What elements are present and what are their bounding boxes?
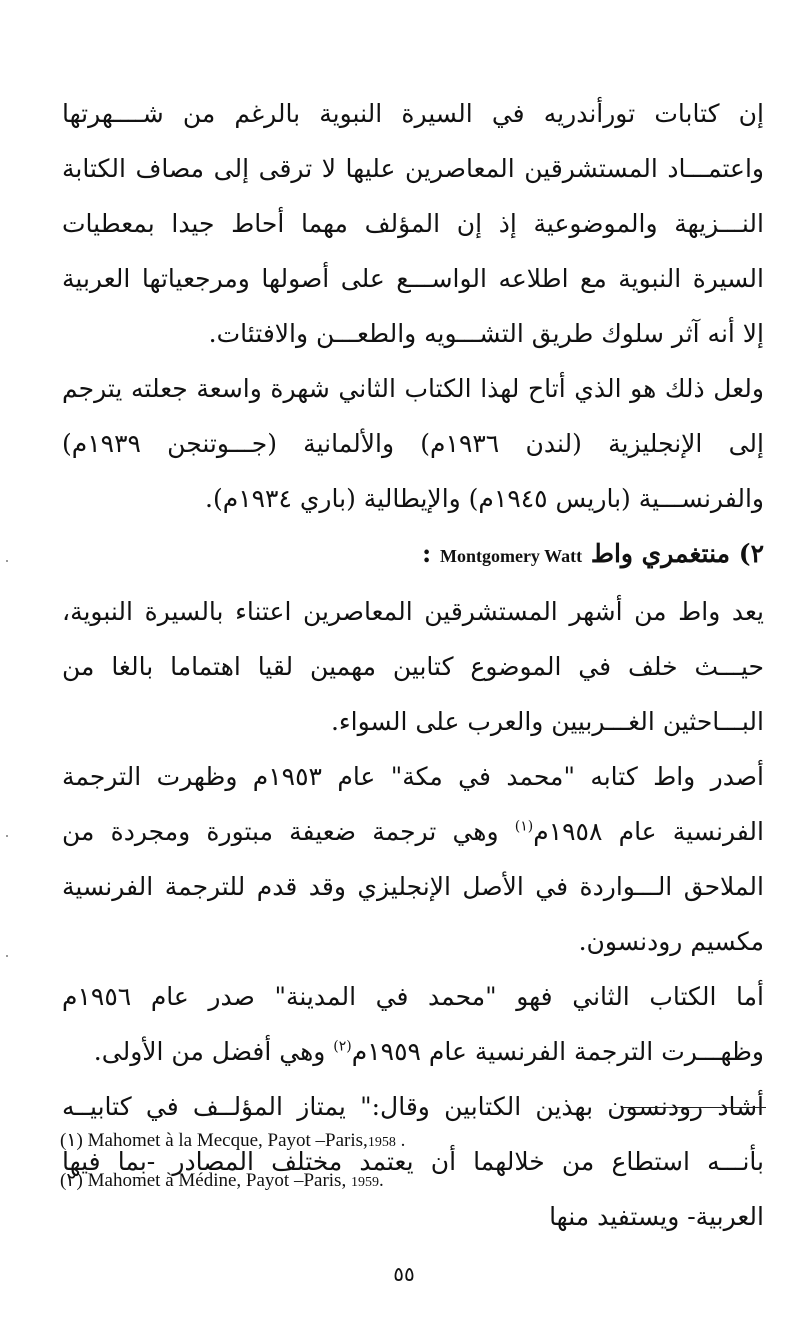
paragraph-4 <box>62 749 764 969</box>
margin-mark <box>6 955 8 957</box>
footnote-1-year: 1958 <box>367 1135 396 1150</box>
footnote-2-text: Mahomet à Médine, Payot –Paris, <box>82 1170 351 1191</box>
paragraph-5-start: أما الكتاب الثاني فهو "محمد في المدينة" صدر عام ١٩٥٦م وظهـــرت الترجمة الفرنسية عام ١٩٥٩م <box>62 982 764 1066</box>
paragraph-5-end: وهي أفضل من الأولى. <box>93 1037 334 1066</box>
paragraph-6: أشاد رودنسون بهذين الكتابين وقال:" يمتاز المؤلــف في كتابيــه بأنـــه استطاع من خلالهما أن يعتمد مختلف المصادر -بما فيها العربية- ويستفيد منها <box>62 1092 764 1231</box>
section-heading-arabic: ٢) منتغمري واط <box>590 539 764 568</box>
section-heading-colon: : <box>422 539 432 568</box>
footnote-separator <box>622 1107 766 1108</box>
footnote-2-year: 1959 <box>350 1175 379 1190</box>
section-heading <box>62 526 764 584</box>
margin-mark <box>6 835 8 837</box>
paragraph-3: يعد واط من أشهر المستشرقين المعاصرين اعتناء بالسيرة النبوية، حيـــث خلف في الموضوع كتابين مهمين لقيا اهتماما بالغا من البـــاحثين الغـــربيين والعرب على السواء. <box>62 597 764 736</box>
paragraph-1: إن كتابات تورأندريه في السيرة النبوية بالرغم من شــــهرتها واعتمـــاد المستشرقين المعاصرين عليها لا ترقى إلى مصاف الكتابة النـــزيهة والموضوعية إذ إن المؤلف مهما أحاط جيدا بمعطيات السيرة النبوية مع اطلاعه الواســـع على أصولها ومرجعياتها العربية إلا أنه آثر سلوك طريق التشـــويه والطعـــن والافتئات. <box>62 99 764 348</box>
page-number: ٥٥ <box>393 1262 415 1286</box>
footnote-1 <box>60 1122 760 1162</box>
footnote-1-end: . <box>395 1130 406 1151</box>
footnote-ref-2: (٢) <box>333 1038 352 1055</box>
footnotes <box>60 1122 760 1202</box>
body-text <box>62 86 764 1244</box>
paragraph-2: ولعل ذلك هو الذي أتاح لهذا الكتاب الثاني شهرة واسعة جعلته يترجم إلى الإنجليزية (لندن ١٩٣٦م) والألمانية (جـــوتنجن ١٩٣٩م) والفرنســـية (باريس ١٩٤٥م) والإيطالية (باري ١٩٣٤م). <box>62 374 764 513</box>
footnote-ref-1: (١) <box>514 818 534 835</box>
paragraph-4-start: أصدر واط كتابه "محمد في مكة" عام ١٩٥٣م وظهرت الترجمة الفرنسية عام ١٩٥٨م <box>62 762 764 846</box>
margin-mark <box>6 560 8 562</box>
footnote-2-end: . <box>378 1170 384 1191</box>
paragraph-4-end: وهي ترجمة ضعيفة مبتورة ومجردة من الملاحق الـــواردة في الأصل الإنجليزي وقد قدم للترجمة الفرنسية مكسيم رودنسون. <box>62 817 764 956</box>
footnote-2-number: (٢) <box>60 1170 83 1191</box>
footnote-1-number: (١) <box>60 1130 83 1151</box>
paragraph-5 <box>62 969 764 1079</box>
footnote-2 <box>60 1162 760 1202</box>
section-heading-latin: Montgomery Watt <box>439 546 583 566</box>
footnote-1-text: Mahomet à la Mecque, Payot –Paris, <box>82 1130 368 1151</box>
